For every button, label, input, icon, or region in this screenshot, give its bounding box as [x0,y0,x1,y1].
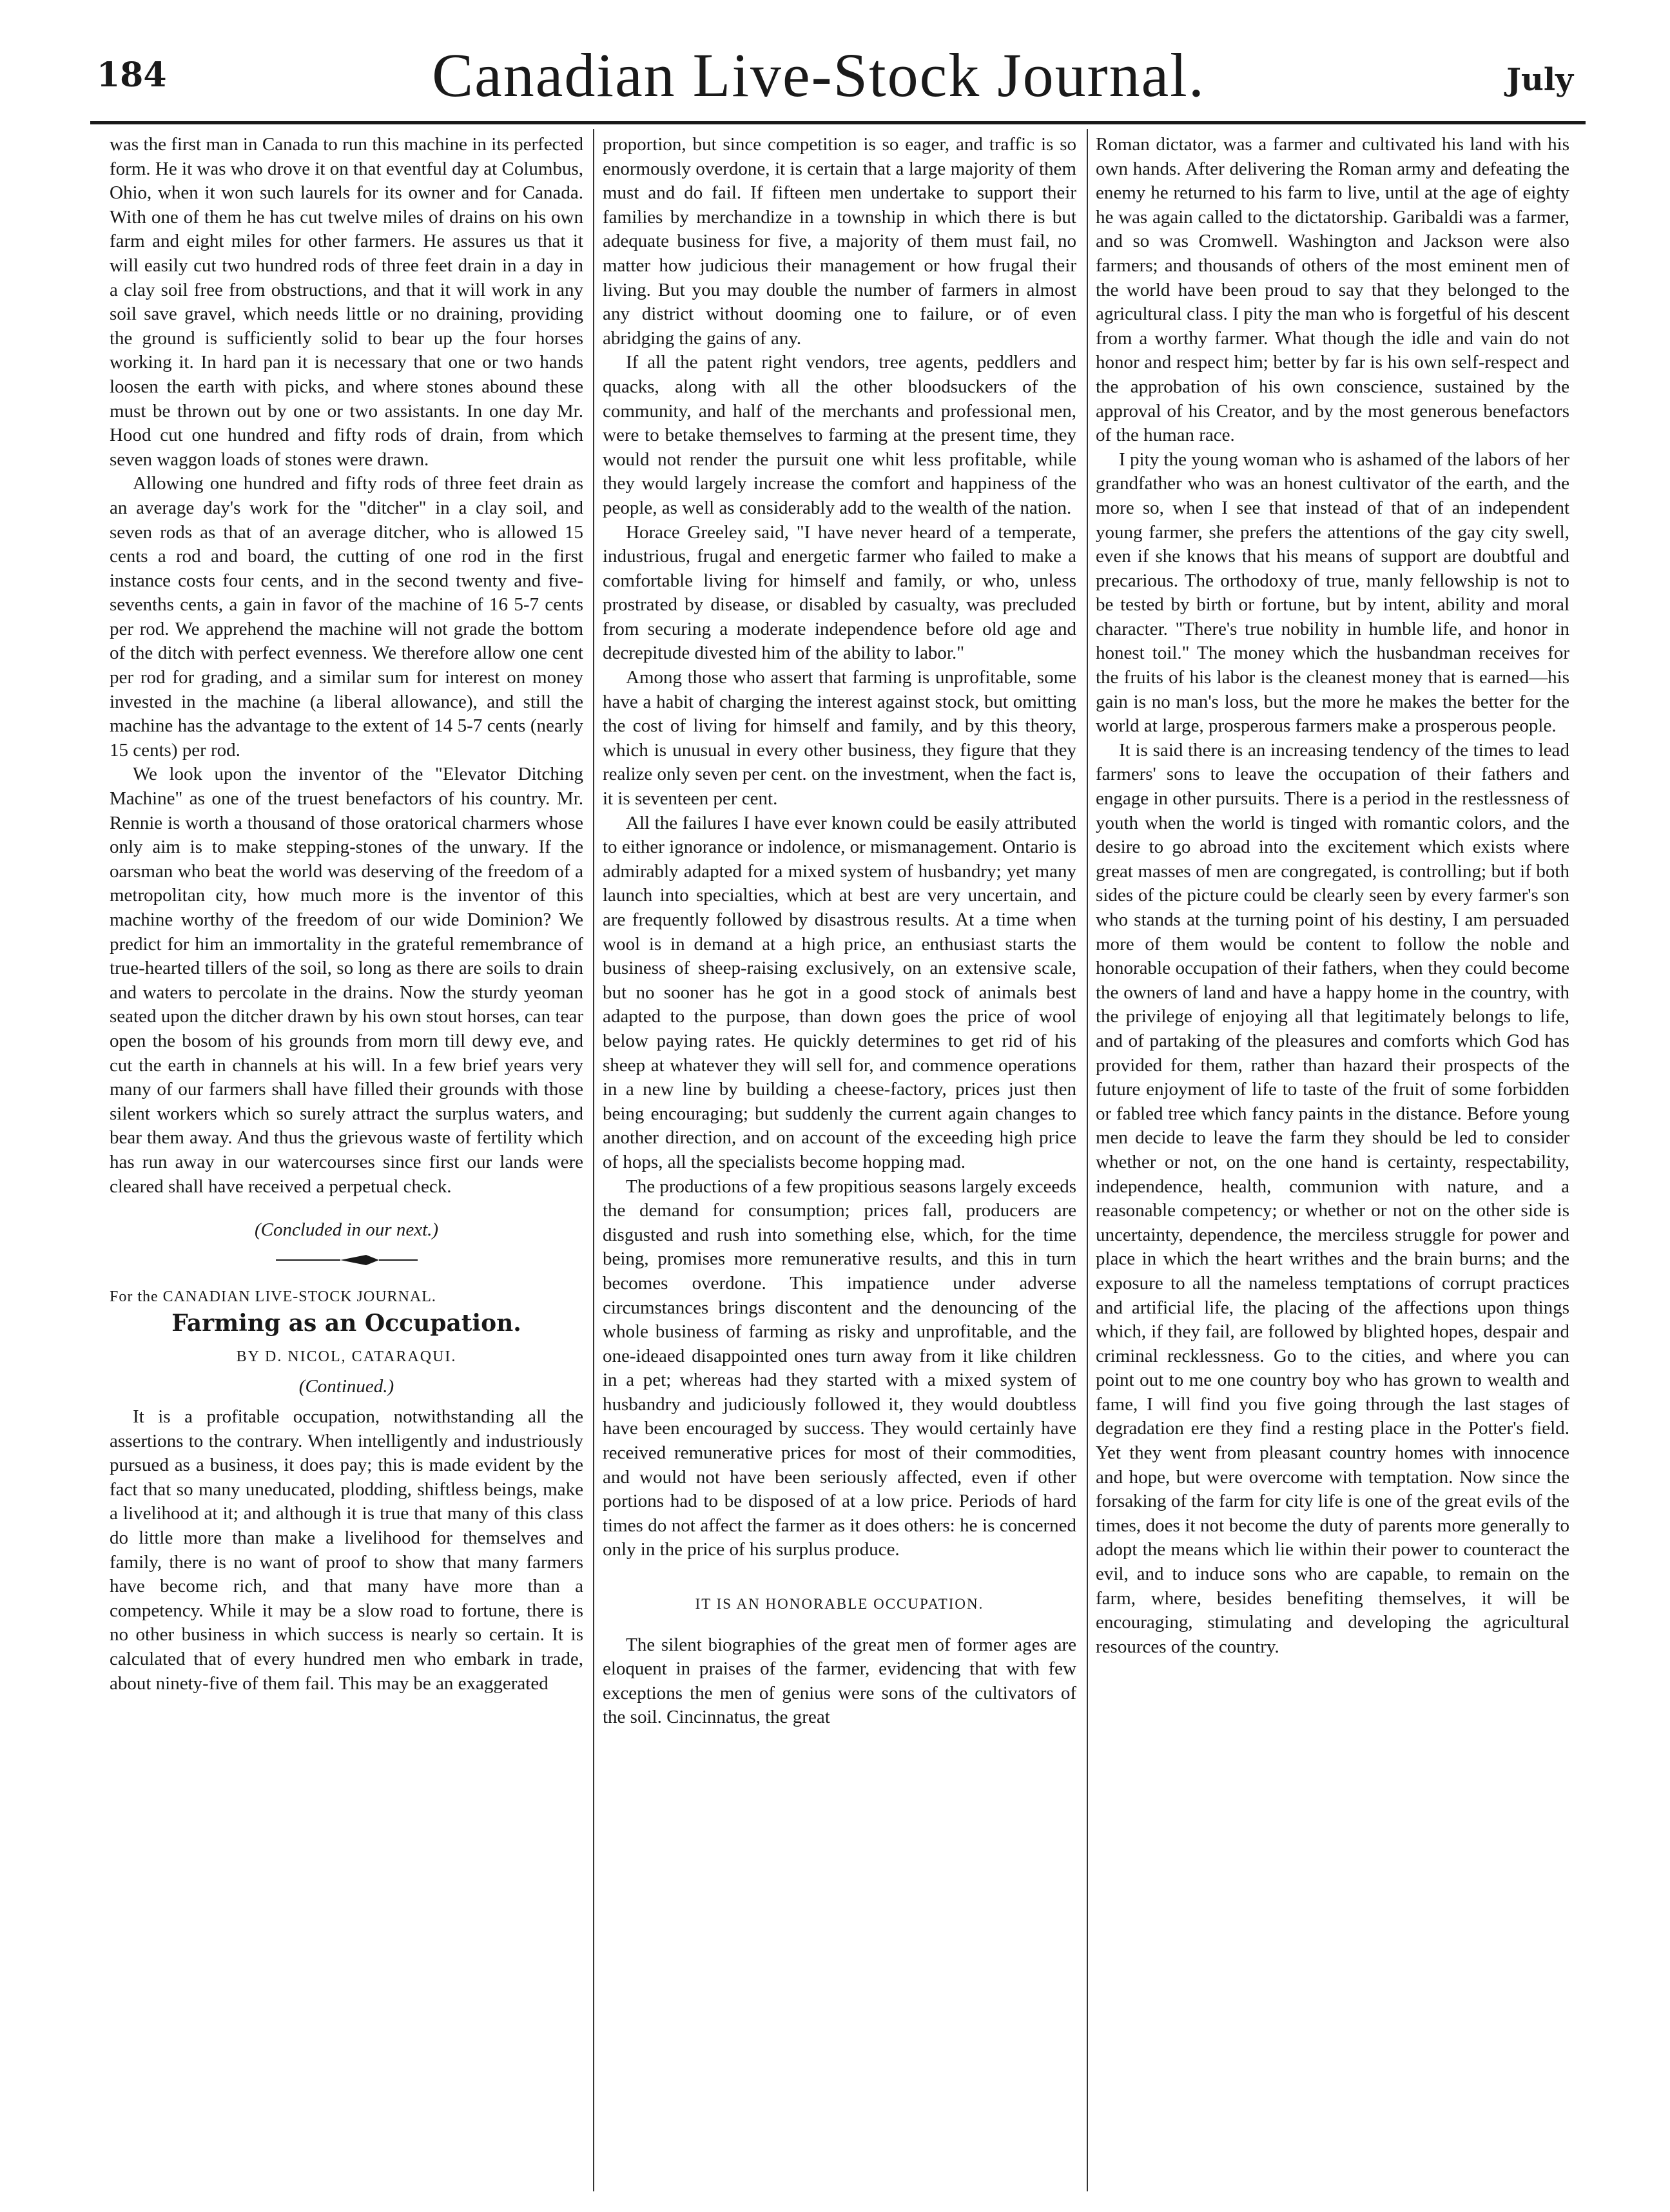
body-paragraph: All the failures I have ever known could be easily attributed to either ignorance or indolence, or mismanagement. Ontario is admirably adapted for a mixed system of husbandry; yet many launch into specialties, which at best are very uncertain, and are frequently followed by disastrous results. At a time when wool is in demand at a high price, an enthusiast starts the business of sheep-raising exclusively, on an extensive scale, but no sooner has he got in a good stock of animals best adapted to the purpose, than down goes the price of wool below paying rates. He quickly determines to get rid of his sheep at whatever they will sell for, and commence operations in a new line by building a cheese-factory, prices just then being encouraging; but suddenly the current again changes to another direction, and on account of the exceeding high price of hops, all the specialists become hopping mad. [603,812,1076,1172]
header-rule [90,121,1586,124]
article-byline: BY D. NICOL, CATARAQUI. [236,1348,457,1365]
body-paragraph: I pity the young woman who is ashamed of the labors of her grandfather who was an honest cultivator of the earth, and the more so, when I see that instead of that of an independent young farmer, she prefers the attentions of the gay city swell, even if she knows that his means of support are doubtful and precarious. The orthodoxy of true, manly fellowship is not to be tested by birth or fortune, but by intent, ability and moral character. "There's true nobility in humble life, and honor in honest toil." The money which the husbandman receives for the fruits of his labor is the cleanest money that is earned—his gain is no man's loss, but the more he makes the better for the world at large, prosperous farmers make a prosperous people. [1096,449,1569,737]
body-paragraph: We look upon the inventor of the "Elevator Ditching Machine" as one of the truest benefactors of his country. Mr. Rennie is worth a thousand of those oratorical charmers whose only aim is to make stepping-stones of the unwary. If the oarsman who beat the world was deserving of the freedom of a metropolitan city, how much more is the inventor of this machine worthy of the freedom of our wide Dominion? We predict for him an immortality in the grateful remembrance of true-hearted tillers of the soil, so long as there are soils to drain and waters to percolate in the drains. Now the sturdy yeoman seated upon the ditcher drawn by his own stout horses, can tear open the bosom of his grounds from morn till dewy eve, and cut the earth in channels at his will. In a few brief years very many of our farmers shall have filled their grounds with those silent workers which so surely attract the surplus waters, and bear them away. And thus the grievous waste of fertility which has run away in our watercourses since first our lands were cleared shall have received a perpetual check. [110,764,583,1197]
ornament-divider-icon [269,1252,424,1268]
column-rule-right [1087,129,1088,2191]
body-paragraph: The silent biographies of the great men of former ages are eloquent in praises of the farmer, evidencing that with few exceptions the men of genius were sons of the cultivators of the soil. Cincinnatus, the great [603,1634,1076,1728]
article-source-line: For the CANADIAN LIVE-STOCK JOURNAL. [110,1288,436,1305]
body-paragraph: Roman dictator, was a farmer and cultivated his land with his own hands. After delivering the Roman army and defeating the enemy he returned to his farm to live, until at the age of eighty he was again called to the dictatorship. Garibaldi was a farmer, and so was Cromwell. Washington and Jackson were also farmers; and thousands of others of the most eminent men of the world have been proud to say that they belonged to the agricultural class. I pity the man who is forgetful of his descent from a worthy farmer. What though the idle and vain do not honor and respect him; better by far is his own self-respect and the approbation of his own conscience, sustained by the approval of his Creator, and by the most generous benefactors of the human race. [1096,134,1569,446]
continued-note: (Continued.) [298,1375,394,1397]
column-3 [1096,133,1569,2182]
section-subhead: IT IS AN HONORABLE OCCUPATION. [695,1596,984,1613]
column-1 [110,133,583,2182]
body-paragraph: Horace Greeley said, "I have never heard of a temperate, industrious, frugal and energetic farmer who failed to make a comfortable living for himself and family, or who, unless prostrated by disease, or disabled by casualty, was precluded from securing a moderate independence before old age and decrepitude divested him of the ability to labor." [603,521,1076,664]
column-rule-left [593,129,594,2191]
body-paragraph: Allowing one hundred and fifty rods of three feet drain as an average day's work for the "ditcher" in a clay soil, and seven rods as that of an average ditcher, who is allowed 15 cents a rod and board, the cutting of one rod in the first instance costs four cents, and in the second twenty and five-sevenths cents, a gain in favor of the machine of 16 5-7 cents per rod. We apprehend the machine will not grade the bottom of the ditch with perfect evenness. We therefore allow one cent per rod for grading, and a similar sum for interest on money invested in the machine (a liberal allowance), and still the machine has the advantage to the extent of 14 5-7 cents (nearly 15 cents) per rod. [110,473,583,761]
page-number: 184 [97,55,167,95]
body-paragraph: proportion, but since competition is so eager, and traffic is so enormously overdone, it is certain that a large majority of them must and do fail. If fifteen men undertake to support their families by merchandize in a township in which there is but adequate business for five, a majority of them must fail, no matter how judicious their management or how frugal their living. But you may double the number of farmers in almost any district without dooming one to failure, or of even abridging the gains of any. [603,134,1076,349]
body-paragraph: The productions of a few propitious seasons largely exceeds the demand for consumption; prices fall, producers are disgusted and rush into something else, which, for the time being, promises more remunerative results, and this in turn becomes overdone. This impatience under adverse circumstances brings discontent and the denouncing of the whole business of farming as risky and unprofitable, and the one-ideaed disappointed ones turn away from it like children in a pet; whereas had they started with a mixed system of husbandry and judiciously followed it, they would doubtless have been encouraged by success. They would certainly have received remunerative prices for most of their commodities, and would not have been seriously affected, even if other portions had to be disposed of at a low price. Periods of hard times do not affect the farmer as it does others: he is concerned only in the price of his surplus produce. [603,1176,1076,1560]
article-title: Farming as an Occupation. [171,1310,521,1337]
body-paragraph: was the first man in Canada to run this machine in its perfected form. He it was who drove it on that eventful day at Columbus, Ohio, when it won such laurels for its owner and for Canada. With one of them he has cut twelve miles of drains on his own farm and eight miles for other farmers. He assures us that it will easily cut two hundred rods of three feet drain in a day in a clay soil free from obstructions, and that it will work in any soil save gravel, which needs little or no draining, providing the ground is sufficiently solid to bear up the four horses working it. In hard pan it is necessary that one or two hands loosen the earth with picks, and where stones abound these must be thrown out by one or two assistants. In one day Mr. Hood cut one hundred and fifty rods of drain, from which seven waggon loads of stones were drawn. [110,134,583,470]
body-paragraph: It is a profitable occupation, notwithstanding all the assertions to the contrary. When intelligently and industriously pursued as a business, it does pay; this is made evident by the fact that so many uneducated, plodding, shiftless beings, make a livelihood at it; and although it is true that many of this class do little more than make a livelihood for themselves and family, there is no want of proof to show that many farmers have become rich, and that many have more than a competency. While it may be a slow road to fortune, there is no other business in which success is nearly so certain. It is calculated that of every hundred men who embark in trade, about ninety-five of them fail. This may be an exaggerated [110,1406,583,1694]
body-paragraph: Among those who assert that farming is unprofitable, some have a habit of charging the interest against stock, but omitting the cost of living for himself and family, and by this theory, which is unusual in every other business, they figure that they realize only seven per cent. on the investment, when the fact is, it is seventeen per cent. [603,667,1076,810]
body-paragraph: If all the patent right vendors, tree agents, peddlers and quacks, along with all the other bloodsuckers of the community, and half of the merchants and professional men, were to betake themselves to farming at the present time, they would not render the pursuit one whit less profitable, while they would largely increase the comfort and happiness of the people, as well as considerably add to the wealth of the nation. [603,352,1076,518]
column-2 [603,133,1076,2182]
issue-month: July [1506,62,1573,98]
masthead-title: Canadian Live-Stock Journal. [432,41,1205,110]
concluded-note: (Concluded in our next.) [254,1219,439,1241]
body-paragraph: It is said there is an increasing tendency of the times to lead farmers' sons to leave the occupation of their fathers and engage in other pursuits. There is a period in the restlessness of youth when the world is tinged with romantic colors, and the desire to go abroad into the excitement which exists where great masses of men are congregated, is controlling; but if both sides of the picture could be clearly seen by every farmer's son who stands at the turning point of his destiny, I am persuaded more of them would be content to follow the noble and honorable occupation of their fathers, when they could become the owners of land and have a happy home in the country, with the privilege of enjoying all that legitimately belongs to life, and of partaking of the pleasures and comforts which God has provided for them, rather than hazard their prospects of the future enjoyment of life to taste of the fruit of some forbidden or fabled tree which fancy paints in the distance. Before young men decide to leave the farm they should be led to consider whether or not, on the one hand is certainty, respectability, independence, health, communion with nature, and a reasonable competency; or whether or not on the other side is uncertainty, dependence, the merciless struggle for power and place in which the heart writhes and the brain burns; and the exposure to all the nameless temptations of corrupt practices and artificial life, the placing of the affections upon things which, if they fail, are followed by blighted hopes, despair and criminal recklessness. Go to the cities, and where you can point out to me one country boy who has grown to wealth and fame, I will find you five going through the last stages of degradation ere they find a resting place in the Potter's field. Yet they went from pleasant country homes with innocence and hope, but were overcome with temptation. Now since the forsaking of the farm for city life is one of the great evils of the times, does it not become the duty of parents more generally to adopt the means which lie within their power to counteract the evil, and to induce sons who are capable, to remain on the farm, where, besides benefiting themselves, it will be encouraging, stimulating and developing the agricultural resources of the country. [1096,739,1569,1657]
